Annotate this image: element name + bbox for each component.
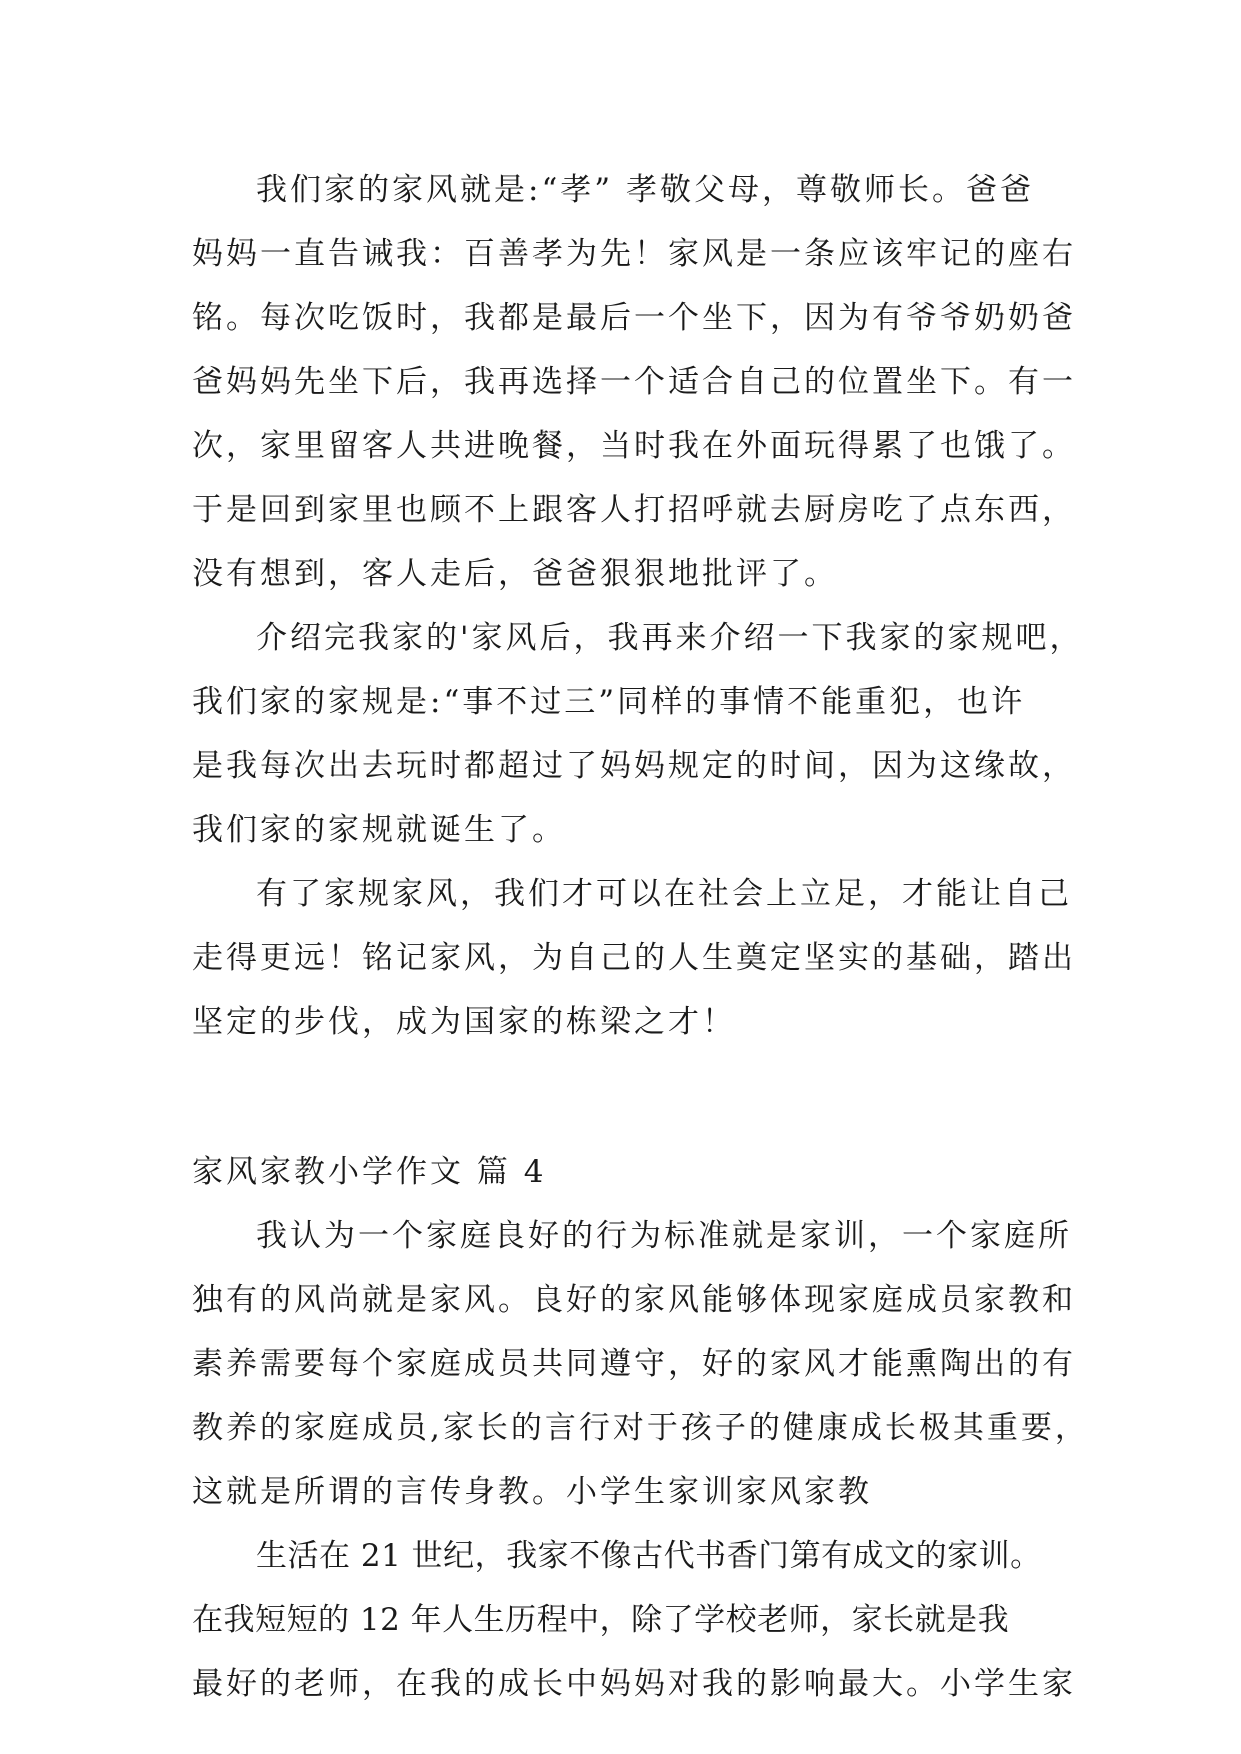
text-line: 妈妈一直告诫我：百善孝为先！家风是一条应该牢记的座右 — [192, 236, 1076, 272]
text-line: 最好的老师，在我的成长中妈妈对我的影响最大。小学生家 — [192, 1666, 1076, 1702]
text-line: 介绍完我家的'家风后，我再来介绍一下我家的家规吧， — [256, 620, 1084, 656]
text-line: 有了家规家风，我们才可以在社会上立足，才能让自己 — [256, 876, 1072, 912]
text-line: 走得更远！铭记家风，为自己的人生奠定坚实的基础，踏出 — [192, 940, 1076, 976]
paragraph-21st-century — [192, 1524, 1076, 1716]
section-spacer — [192, 1054, 1054, 1140]
text-line: 坚定的步伐，成为国家的栋梁之才！ — [192, 1004, 736, 1040]
text-line: 这就是所谓的言传身教。小学生家训家风家教 — [192, 1474, 872, 1510]
text-line: 我们家的家规是:“事不过三”同样的事情不能重犯，也许 — [192, 684, 1026, 720]
section-heading: 家风家教小学作文 篇 4 — [192, 1154, 547, 1190]
text-line: 素养需要每个家庭成员共同遵守，好的家风才能熏陶出的有 — [192, 1346, 1076, 1382]
text-line: 我们家的家规就诞生了。 — [192, 812, 566, 848]
text-line: 是我每次出去玩时都超过了妈妈规定的时间，因为这缘故， — [192, 748, 1076, 784]
text-line: 在我短短的 12 年人生历程中，除了学校老师，家长就是我 — [192, 1602, 1010, 1638]
paragraph-filial-piety — [192, 158, 1076, 606]
paragraph-family-training — [192, 1204, 1089, 1524]
text-line: 爸妈妈先坐下后，我再选择一个适合自己的位置坐下。有一 — [192, 364, 1076, 400]
text-line: 我们家的家风就是:“孝” 孝敬父母，尊敬师长。爸爸 — [256, 172, 1034, 208]
paragraph-conclusion — [192, 862, 1076, 1054]
document-page — [192, 158, 1089, 1716]
text-line: 没有想到，客人走后，爸爸狠狠地批评了。 — [192, 556, 838, 592]
text-line: 教养的家庭成员,家长的言行对于孩子的健康成长极其重要， — [192, 1410, 1089, 1446]
text-line: 我认为一个家庭良好的行为标准就是家训，一个家庭所 — [256, 1218, 1072, 1254]
paragraph-family-rules — [192, 606, 1084, 862]
text-line: 次，家里留客人共进晚餐，当时我在外面玩得累了也饿了。 — [192, 428, 1076, 464]
text-line: 于是回到家里也顾不上跟客人打招呼就去厨房吃了点东西， — [192, 492, 1076, 528]
text-line: 铭。每次吃饭时，我都是最后一个坐下，因为有爷爷奶奶爸 — [192, 300, 1076, 336]
text-line: 生活在 21 世纪，我家不像古代书香门第有成文的家训。 — [256, 1538, 1042, 1574]
text-line: 独有的风尚就是家风。良好的家风能够体现家庭成员家教和 — [192, 1282, 1076, 1318]
